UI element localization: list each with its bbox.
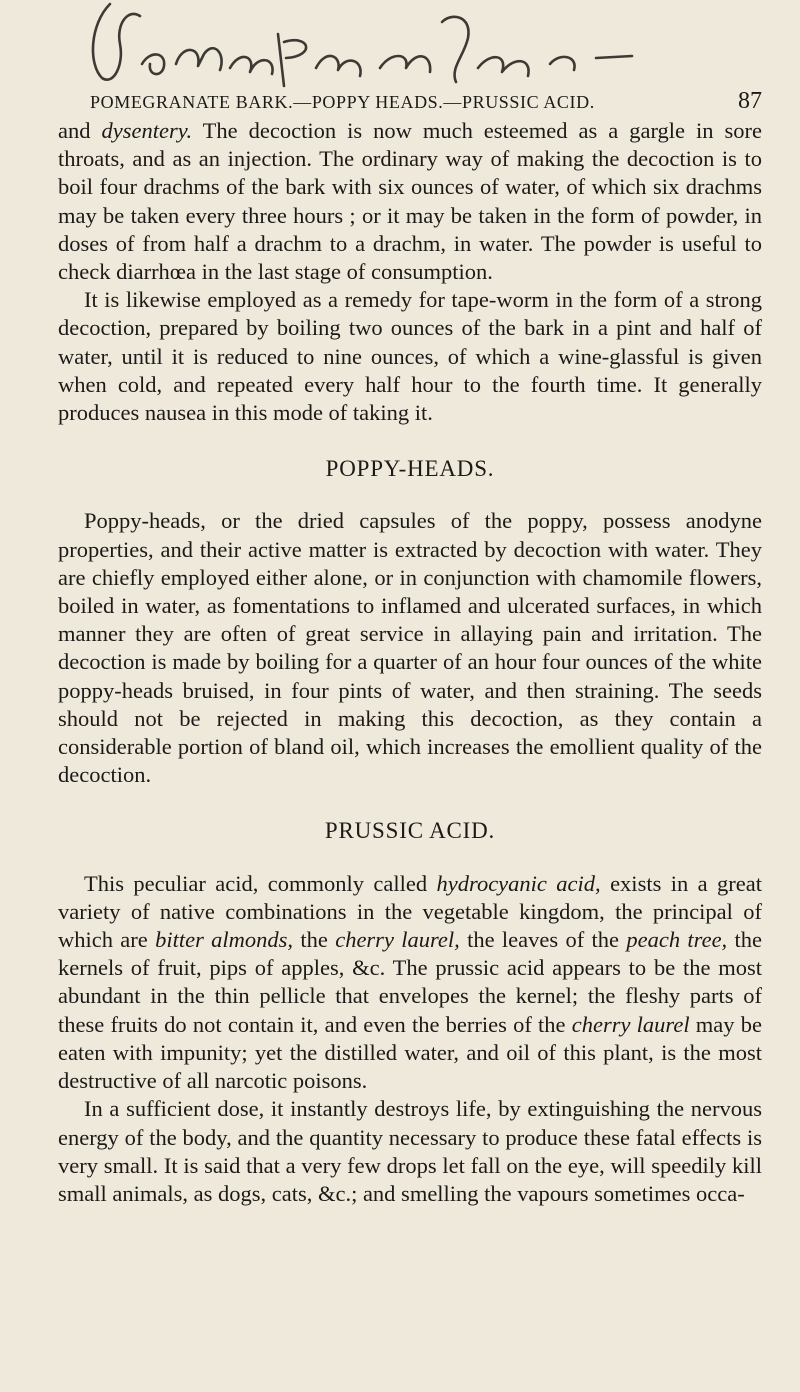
running-header (90, 88, 762, 115)
handwritten-annotation (80, 0, 640, 94)
section-heading-prussic-acid: PRUSSIC ACID. (324, 818, 496, 844)
paragraph-pomegranate-continued: and dysentery. The decoction is now much esteemed as a gargle in sore throats, and as an injection. The ordinary way of making the decoction is to boil four drachms of the bark with six ounces of water, of which six drachms may be taken every three hours ; or it may be taken in the form of powder, in doses of from half a drachm to a drachm, in water. The powder is useful to check diarrhœa in the last stage of consumption. (58, 118, 762, 285)
paragraph-tape-worm: It is likewise employed as a remedy for tape-worm in the form of a strong decoction, prepared by boiling two ounces of the bark in a pint and half of water, until it is reduced to nine ounces, of which a wine-glassful is given when cold, and repeated every half hour to the fourth time. It generally produces nausea in this mode of taking it. (58, 287, 762, 426)
body-text (58, 117, 762, 1208)
page-number: 87 (738, 88, 762, 114)
paragraph-sufficient-dose: In a sufficient dose, it instantly destroys life, by extinguishing the nervous energy of the body, and the quantity necessary to produce these fatal effects is very small. It is said that a very few drops let fall on the eye, will speedily kill small animals, as dogs, cats, &c.; and smelling the vapours sometimes occa- (58, 1096, 762, 1206)
section-heading-poppy-heads: POPPY-HEADS. (325, 456, 495, 482)
paragraph-prussic-acid: This peculiar acid, commonly called hydrocyanic acid, exists in a great variety of native combinations in the vegetable kingdom, the principal of which are bitter almonds, the cherry laurel, the leaves of the peach tree, the kernels of fruit, pips of apples, &c. The prussic acid appears to be the most abundant in the thin pellicle that envelopes the kernel; the fleshy parts of these fruits do not contain it, and even the berries of the cherry laurel may be eaten with impunity; yet the distilled water, and oil of this plant, is the most destructive of all narcotic poisons. (58, 870, 762, 1094)
running-title: POMEGRANATE BARK.—POPPY HEADS.—PRUSSIC ACID. (90, 92, 595, 112)
paragraph-poppy-heads: Poppy-heads, or the dried capsules of the poppy, possess anodyne properties, and their active matter is extracted by decoction with water. They are chiefly employed either alone, or in conjunction with chamomile flowers, boiled in water, as fomentations to inflamed and ulcerated surfaces, in which manner they are often of great service in allaying pain and irritation. The decoction is made by boiling for a quarter of an hour four ounces of the white poppy-heads bruised, in four pints of water, and then straining. The seeds should not be rejected in making this decoction, as they contain a considerable portion of bland oil, which increases the emollient quality of the decoction. (58, 508, 762, 788)
